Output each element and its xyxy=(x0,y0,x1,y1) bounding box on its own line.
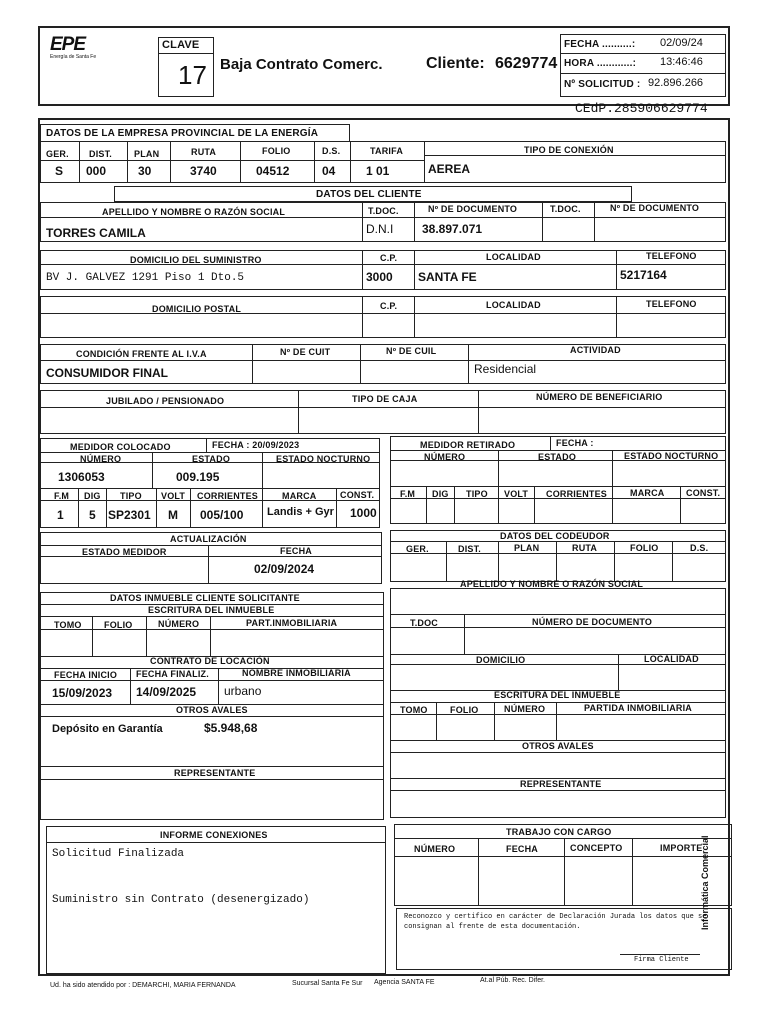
folio-label: FOLIO xyxy=(262,146,291,156)
inm-tomo-label: TOMO xyxy=(54,620,82,630)
inm-fecha-inicio-label: FECHA INICIO xyxy=(54,670,118,680)
cod-ruta-label: RUTA xyxy=(572,543,598,553)
mr-const-label: CONST. xyxy=(686,488,721,498)
cod-ger-label: GER. xyxy=(406,544,429,554)
cod-representante-label: REPRESENTANTE xyxy=(520,779,602,789)
informe-line1: Solicitud Finalizada xyxy=(52,848,185,860)
deposito-label: Depósito en Garantía xyxy=(52,723,163,735)
tdoc2-label: T.DOC. xyxy=(550,204,581,214)
barcode-text: CEdP.285906629774 xyxy=(575,101,708,116)
firma-label: Firma Cliente xyxy=(634,956,689,964)
footer-atpub: At.al Púb. Rec. Difer. xyxy=(480,977,545,984)
solicitud-label: Nº SOLICITUD : xyxy=(564,79,641,90)
mc-dig-label: DIG xyxy=(84,491,101,501)
telefono2-label: TELEFONO xyxy=(646,299,697,309)
cod-ds-label: D.S. xyxy=(690,543,709,553)
clave-label: CLAVE xyxy=(162,39,200,51)
logo-text: EPE xyxy=(50,34,86,55)
ger-label: GER. xyxy=(46,149,69,159)
cod-dist-label: DIST. xyxy=(458,544,482,554)
telefono-value: 5217164 xyxy=(620,268,667,282)
cod-numero-label: NÚMERO xyxy=(504,704,546,714)
hora-label: HORA ............: xyxy=(564,58,637,69)
logo-subtitle: Energía de Santa Fe xyxy=(50,54,97,60)
mc-estado-value: 009.195 xyxy=(176,470,220,484)
inm-inmobiliaria-label: NOMBRE INMOBILIARIA xyxy=(242,668,351,678)
actividad-label: ACTIVIDAD xyxy=(570,345,621,355)
mc-volt-label: VOLT xyxy=(161,491,186,501)
cuil-label: Nº DE CUIL xyxy=(386,346,437,356)
inm-numero-label: NÚMERO xyxy=(158,619,200,629)
inm-escritura-label: ESCRITURA DEL INMUEBLE xyxy=(148,605,275,615)
fecha-value: 02/09/24 xyxy=(660,37,703,49)
mc-dig-value: 5 xyxy=(89,508,96,522)
cliente-number: 6629774 xyxy=(495,55,558,72)
cp-value: 3000 xyxy=(366,270,393,284)
page-title: Baja Contrato Comerc. xyxy=(220,56,383,73)
mc-nocturno-label: ESTADO NOCTURNO xyxy=(276,454,371,464)
cod-ndoc-label: NÚMERO DE DOCUMENTO xyxy=(532,617,653,627)
ndoc-label: Nº DE DOCUMENTO xyxy=(428,204,518,214)
trabajo-importe-label: IMPORTE xyxy=(660,843,703,853)
cliente-section-title: DATOS DEL CLIENTE xyxy=(316,189,422,200)
mc-const-label: CONST. xyxy=(340,490,375,500)
cod-avales-label: OTROS AVALES xyxy=(522,741,594,751)
iva-label: CONDICIÓN FRENTE AL I.V.A xyxy=(76,349,207,359)
side-text: Informática Comercial xyxy=(700,835,710,930)
mc-corrientes-label: CORRIENTES xyxy=(197,491,259,501)
domicilio-label: DOMICILIO DEL SUMINISTRO xyxy=(130,255,262,265)
localidad2-label: LOCALIDAD xyxy=(486,300,541,310)
cuit-label: Nº DE CUIT xyxy=(280,347,331,357)
footer-atendido: Ud. ha sido atendido por : DEMARCHI, MARIA FERNANDA xyxy=(50,982,236,989)
mr-tipo-label: TIPO xyxy=(466,489,488,499)
cod-folio-label: FOLIO xyxy=(630,543,659,553)
mc-marca-label: MARCA xyxy=(282,491,317,501)
declaracion-text: Reconozco y certifico en carácter de Declaración Jurada los datos que se consignan al frente de esta documentación. xyxy=(404,913,707,931)
medidor-colocado-fecha: FECHA : 20/09/2023 xyxy=(212,440,300,450)
hora-value: 13:46:46 xyxy=(660,56,703,68)
tarifa-label: TARIFA xyxy=(370,146,404,156)
mr-fm-label: F.M xyxy=(400,489,416,499)
medidor-colocado-title: MEDIDOR COLOCADO xyxy=(70,442,171,452)
trabajo-fecha-label: FECHA xyxy=(506,844,538,854)
inm-fecha-inicio-value: 15/09/2023 xyxy=(52,686,113,700)
cod-plan-label: PLAN xyxy=(514,543,540,553)
mc-corrientes-value: 005/100 xyxy=(200,508,244,522)
ndoc-value: 38.897.071 xyxy=(422,222,483,236)
inm-fecha-final-value: 14/09/2025 xyxy=(136,685,197,699)
mr-nocturno-label: ESTADO NOCTURNO xyxy=(624,451,719,461)
inmueble-title: DATOS INMUEBLE CLIENTE SOLICITANTE xyxy=(110,593,300,603)
conexion-label: TIPO DE CONEXIÓN xyxy=(524,145,614,155)
mr-estado-label: ESTADO xyxy=(538,452,577,462)
mr-numero-label: NÚMERO xyxy=(424,452,466,462)
mc-marca-value: Landis + Gyr xyxy=(267,506,334,518)
postal-label: DOMICILIO POSTAL xyxy=(152,304,242,314)
mr-dig-label: DIG xyxy=(432,489,449,499)
beneficiario-label: NÚMERO DE BENEFICIARIO xyxy=(536,392,663,402)
inm-inmobiliaria-value: urbano xyxy=(224,684,262,698)
cod-nombre-label: APELLIDO Y NOMBRE O RAZÓN SOCIAL xyxy=(460,579,644,589)
informe-line2: Suministro sin Contrato (desenergizado) xyxy=(52,894,310,906)
ger-value: S xyxy=(55,164,64,178)
ndoc2-label: Nº DE DOCUMENTO xyxy=(610,203,700,213)
tdoc-label: T.DOC. xyxy=(368,206,399,216)
mc-fm-label: F.M xyxy=(54,491,70,501)
mc-tipo-label: TIPO xyxy=(120,491,142,501)
inm-representante-label: REPRESENTANTE xyxy=(174,768,256,778)
plan-value: 30 xyxy=(138,164,152,178)
inm-part-label: PART.INMOBILIARIA xyxy=(246,618,338,628)
cp-label: C.P. xyxy=(380,253,398,263)
ds-value: 04 xyxy=(322,164,336,178)
domicilio-value: BV J. GALVEZ 1291 Piso 1 Dto.5 xyxy=(46,272,245,284)
cod-domicilio-label: DOMICILIO xyxy=(476,655,526,665)
actividad-value: Residencial xyxy=(474,362,537,376)
dist-value: 000 xyxy=(86,164,107,178)
mc-tipo-value: SP2301 xyxy=(108,508,151,522)
codeudor-title: DATOS DEL CODEUDOR xyxy=(500,531,610,541)
cod-folio2-label: FOLIO xyxy=(450,705,479,715)
empresa-section-title: DATOS DE LA EMPRESA PROVINCIAL DE LA ENERGÍA xyxy=(46,128,319,139)
fecha-label: FECHA ..........: xyxy=(564,39,636,50)
actualizacion-fecha-label: FECHA xyxy=(280,546,312,556)
medidor-retirado-fecha: FECHA : xyxy=(556,438,594,448)
nombre-value: TORRES CAMILA xyxy=(46,226,146,240)
epe-logo xyxy=(50,34,96,60)
localidad-value: SANTA FE xyxy=(418,270,477,284)
trabajo-numero-label: NÚMERO xyxy=(414,844,456,854)
ruta-value: 3740 xyxy=(190,164,217,178)
footer-agencia: Agencia SANTA FE xyxy=(374,979,435,986)
tarifa-value: 1 01 xyxy=(366,164,390,178)
ruta-label: RUTA xyxy=(191,147,217,157)
mc-volt-value: M xyxy=(168,508,178,522)
localidad-label: LOCALIDAD xyxy=(486,252,541,262)
folio-value: 04512 xyxy=(256,164,290,178)
cod-tdoc-label: T.DOC xyxy=(410,618,438,628)
medidor-retirado-title: MEDIDOR RETIRADO xyxy=(420,440,516,450)
mc-estado-label: ESTADO xyxy=(192,454,231,464)
cliente-label: Cliente: xyxy=(426,55,485,72)
cod-partida-label: PARTIDA INMOBILIARIA xyxy=(584,703,692,713)
cod-escritura-label: ESCRITURA DEL INMUEBLE xyxy=(494,690,621,700)
jubilado-label: JUBILADO / PENSIONADO xyxy=(106,396,225,406)
cod-tomo-label: TOMO xyxy=(400,705,428,715)
mr-marca-label: MARCA xyxy=(630,488,665,498)
mc-numero-label: NÚMERO xyxy=(80,454,122,464)
clave-value: 17 xyxy=(178,60,207,90)
actualizacion-fecha-value: 02/09/2024 xyxy=(254,562,315,576)
mc-fm-value: 1 xyxy=(57,508,64,522)
dist-label: DIST. xyxy=(89,149,113,159)
informe-title: INFORME CONEXIONES xyxy=(160,830,268,840)
actualizacion-title: ACTUALIZACIÓN xyxy=(170,534,247,544)
inm-avales-label: OTROS AVALES xyxy=(176,705,248,715)
plan-label: PLAN xyxy=(134,149,160,159)
mr-corrientes-label: CORRIENTES xyxy=(546,489,608,499)
nombre-label: APELLIDO Y NOMBRE O RAZÓN SOCIAL xyxy=(102,207,286,217)
mc-numero-value: 1306053 xyxy=(58,470,105,484)
deposito-value: $5.948,68 xyxy=(204,721,258,735)
mr-volt-label: VOLT xyxy=(504,489,529,499)
inm-folio-label: FOLIO xyxy=(104,620,133,630)
trabajo-title: TRABAJO CON CARGO xyxy=(506,827,612,837)
ds-label: D.S. xyxy=(322,146,341,156)
solicitud-value: 92.896.266 xyxy=(648,77,704,89)
estado-medidor-label: ESTADO MEDIDOR xyxy=(82,547,167,557)
inm-contrato-label: CONTRATO DE LOCACIÓN xyxy=(150,656,270,666)
cod-localidad-label: LOCALIDAD xyxy=(644,654,699,664)
iva-value: CONSUMIDOR FINAL xyxy=(46,366,168,380)
caja-label: TIPO DE CAJA xyxy=(352,394,418,404)
tdoc-value: D.N.I xyxy=(366,222,394,236)
telefono-label: TELEFONO xyxy=(646,251,697,261)
footer-sucursal: Sucursal Santa Fe Sur xyxy=(292,980,363,987)
cp2-label: C.P. xyxy=(380,301,398,311)
conexion-value: AEREA xyxy=(428,162,471,176)
inm-fecha-final-label: FECHA FINALIZ. xyxy=(136,669,209,679)
trabajo-concepto-label: CONCEPTO xyxy=(570,843,623,853)
mc-const-value: 1000 xyxy=(350,506,377,520)
